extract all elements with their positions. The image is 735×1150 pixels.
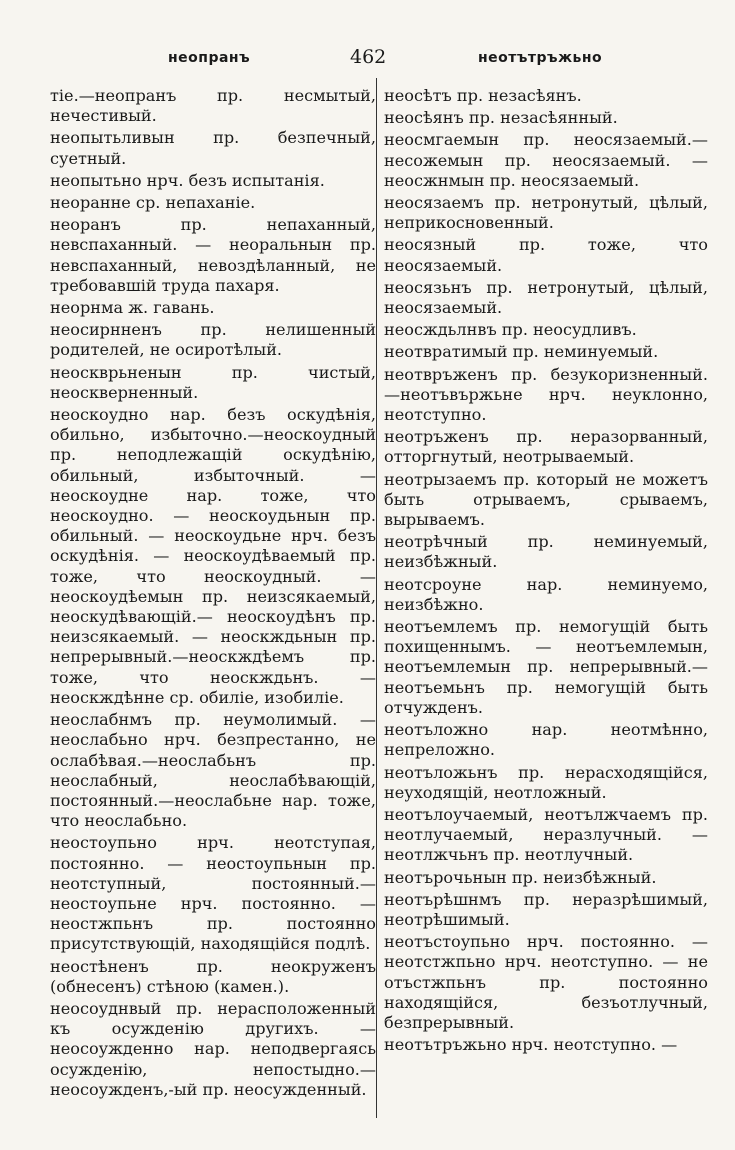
page-header bbox=[0, 44, 735, 78]
dictionary-entry: неотсроуне нар. неминуемо, неизбѣжно. bbox=[384, 574, 708, 614]
dictionary-entry: неосязаемъ пр. нетронутый, цѣлый, неприкосновенный. bbox=[384, 193, 708, 233]
dictionary-entry: неотъложьнъ пр. нерасходящійся, неуходящій, неотложный. bbox=[384, 762, 708, 802]
dictionary-entry: неотълоучаемый, неотължчаемъ пр. неотлучаемый, неразлучный. — неотлжчьнъ пр. неотлучный. bbox=[384, 804, 708, 865]
dictionary-entry: неотъемлемъ пр. немогущій быть похищеннымъ. — неотъемлемын, неотъемлемын пр. непрерывный.—неотъемьнъ пр. немогущій быть отчужденъ. bbox=[384, 617, 708, 717]
dictionary-entry: неоранъ пр. непаханный, невспаханный. — неоральнын пр. невспаханный, невоздѣланный, не требовавшій труда пахаря. bbox=[50, 215, 376, 295]
dictionary-entry: неосѣянъ пр. незасѣянный. bbox=[384, 108, 618, 128]
dictionary-entry: неотъстоупьно нрч. постоянно. — неотстжпьно нрч. неотступно. — не отъстжпьнъ пр. постоянно находящійся, безъотлучный, безпрерывный. bbox=[384, 932, 708, 1032]
dictionary-entry: неосирнненъ пр. нелишенный родителей, не осиротѣлый. bbox=[50, 320, 376, 360]
left-running-headword: неопранъ bbox=[168, 50, 251, 66]
dictionary-entry: неосязный пр. тоже, что неосязаемый. bbox=[384, 235, 708, 275]
left-column bbox=[50, 86, 376, 1102]
dictionary-entry: неоранне ср. непаханіе. bbox=[50, 193, 256, 213]
dictionary-entry: неоскврьненын пр. чистый, неоскверненный. bbox=[50, 362, 376, 402]
page-number: 462 bbox=[350, 46, 387, 68]
dictionary-entry: неосмгаемын пр. неосязаемый.—несожемын пр. неосязаемый. — неосжнмын пр. неосязаемый. bbox=[384, 130, 708, 190]
dictionary-entry: неотръженъ пр. неразорванный, отторгнутый, неотрываемый. bbox=[384, 427, 708, 467]
dictionary-entry: неослабнмъ пр. неумолимый. — неослабьно нрч. безпрестанно, не ослабѣвая.—неослабьнъ пр. неослабный, неослабѣвающій, постоянный.—неослабьне нар. тоже, что неослабьно. bbox=[50, 710, 376, 831]
dictionary-entry: неосѣтъ пр. незасѣянъ. bbox=[384, 86, 582, 105]
dictionary-entry: неосязьнъ пр. нетронутый, цѣлый, неосязаемый. bbox=[384, 277, 708, 318]
dictionary-entry: неопытьливын пр. безпечный, суетный. bbox=[50, 128, 376, 168]
dictionary-entry: неостоупьно нрч. неотступая, постоянно. — неостоупьнын пр. неотступный, постоянный.—неостоупьне нрч. постоянно. — неостжпьнъ пр. постоянно присутствующій, находящійся подлѣ. bbox=[50, 833, 376, 954]
column-divider bbox=[376, 78, 377, 1118]
right-running-headword: неотътръжьно bbox=[478, 50, 603, 66]
dictionary-entry: неорнма ж. гавань. bbox=[50, 298, 215, 318]
dictionary-entry: неотътръжьно нрч. неотступно. — bbox=[384, 1035, 678, 1055]
dictionary-entry: неотърѣшнмъ пр. неразрѣшимый, неотрѣшимый. bbox=[384, 889, 708, 929]
dictionary-entry: неоскоудно нар. безъ оскудѣнія, обильно, избыточно.—неоскоудный пр. неподлежащій оскудѣнію, обильный, избыточный. — неоскоудне нар. тоже, что неоскоудно. — неоскоудьнын пр. обильный. — неоскоудьне нрч. безъ оскудѣнія. — неоскоудѣваемый пр. тоже, что неоскоудный. — неоскоудѣемын пр. неизсякаемый, неоскудѣвающій.— неоскоудѣнъ пр. неизсякаемый. — неоскждьнын пр. непрерывный.—неоскждѣемъ пр. тоже, что неоскждьнъ. — неоскждѣнне ср. обиліе, изобиліе. bbox=[50, 405, 376, 707]
dictionary-entry: неотвръженъ пр. безукоризненный. —неотъвържьне нрч. неуклонно, неотступно. bbox=[384, 364, 708, 425]
dictionary-entry: неотъложно нар. неотмѣнно, непреложно. bbox=[384, 720, 708, 760]
dictionary-entry: неотрызаемъ пр. который не можетъ быть отрываемъ, срываемъ, вырываемъ. bbox=[384, 469, 708, 530]
dictionary-entry: неотвратимый пр. неминуемый. bbox=[384, 342, 659, 362]
dictionary-entry: неосждьлнвъ пр. неосудливъ. bbox=[384, 320, 637, 340]
dictionary-entry: неосоуднвый пр. нерасположенный къ осужденію другихъ. — неосоужденно нар. неподвергаясь осужденію, непостыдно.— неосоужденъ,-ый пр. неосужденный. bbox=[50, 998, 376, 1099]
dictionary-entry: неостѣненъ пр. неокруженъ (обнесенъ) стѣною (камен.). bbox=[50, 956, 376, 996]
dictionary-entry: тіе.—неопранъ пр. несмытый, нечестивый. bbox=[50, 86, 376, 126]
dictionary-entry: неотърочьнын пр. неизбѣжный. bbox=[384, 867, 657, 887]
dictionary-entry: неопытьно нрч. безъ испытанія. bbox=[50, 170, 325, 190]
dictionary-entry: неотрѣчный пр. неминуемый, неизбѣжный. bbox=[384, 532, 708, 572]
right-column bbox=[384, 86, 708, 1057]
